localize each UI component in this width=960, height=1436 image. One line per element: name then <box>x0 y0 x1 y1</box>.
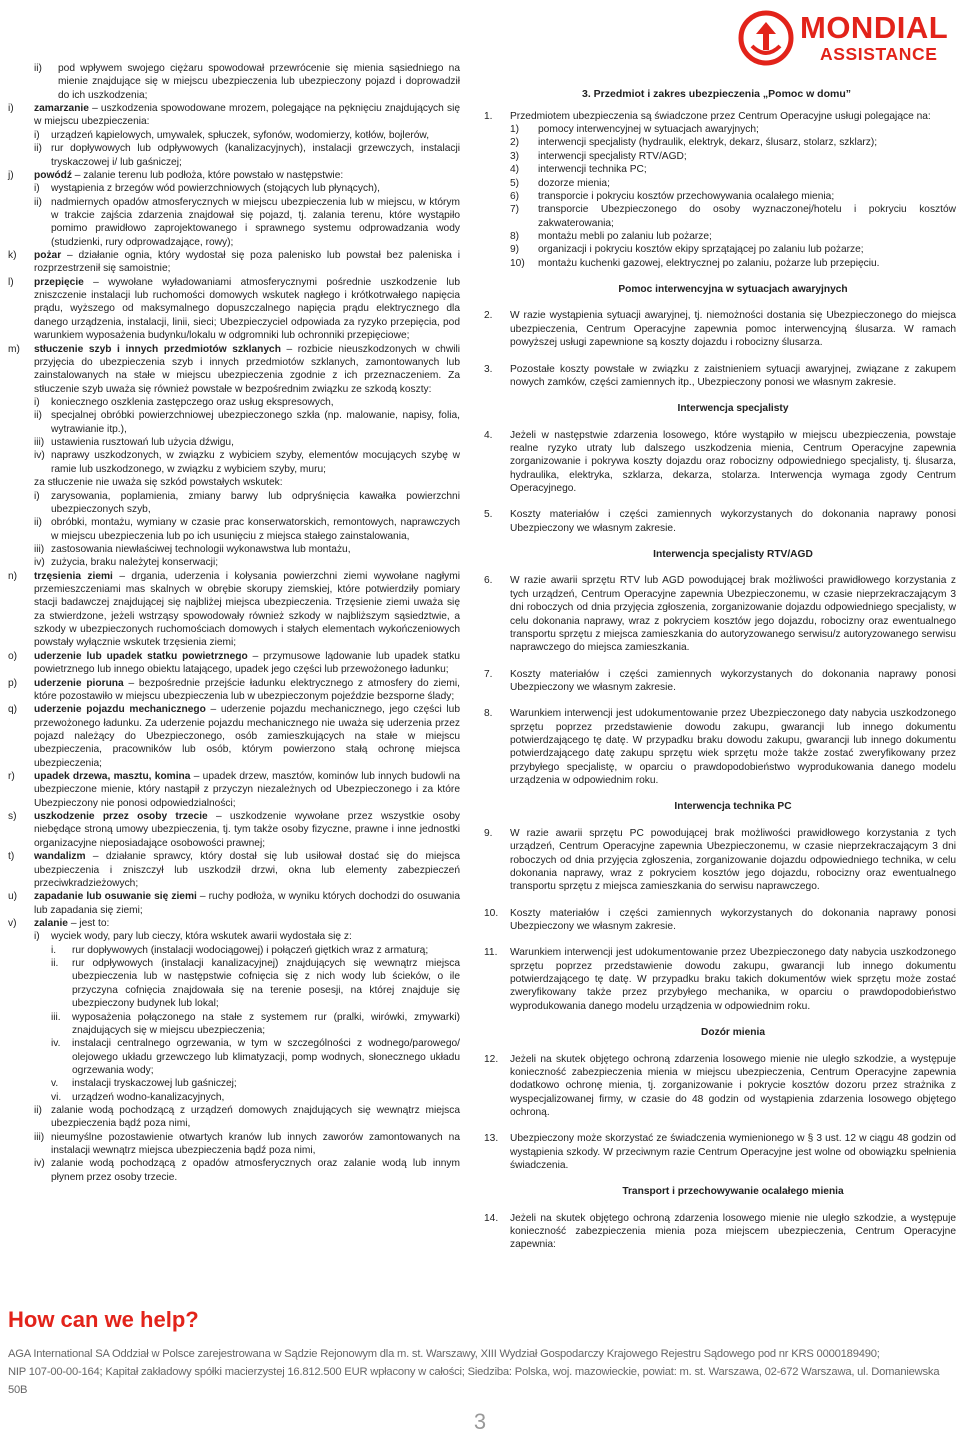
item-text: montażu mebli po zalaniu lub pożarze; <box>538 230 712 242</box>
item-text: Jeżeli na skutek objętego ochroną zdarzenia losowego mienie nie uległo szkodzie, a występuje konieczność zabezpieczenia mienia w miejscu ubezpieczenia, Centrum Operacyjne zapewnia dodatkowo ochronę mienia, tj. zorganizowanie i pokrycie kosztów dozoru przez strażnika z wyspecjalizowanej firmy, w czasie do 48 godzin od wystąpienia zdarzenia losowego objętego ochroną. <box>510 1053 956 1118</box>
definition-term: uderzenie pioruna <box>34 677 124 689</box>
item-label: 8. <box>484 708 493 720</box>
definition-term: wandalizm <box>34 851 86 863</box>
item-text: Koszty materiałów i części zamiennych wykorzystanych do dokonania naprawy ponosi Ubezpieczony we własnym zakresie. <box>510 668 956 693</box>
item-label: p) <box>8 677 18 689</box>
item-label: ii) <box>34 410 42 422</box>
definition-item <box>8 650 460 677</box>
sub-intro: za stłuczenie nie uważa się szkód powstałych wskutek: <box>34 477 283 489</box>
definition-item <box>8 102 460 129</box>
item-label: iv) <box>34 1158 45 1170</box>
subsection-heading: Interwencja specjalisty RTV/AGD <box>653 549 813 561</box>
paragraph <box>484 946 956 1013</box>
item-text: transporcie Ubezpieczonego do osoby wyznaczonej/hotelu i pokryciu kosztów zakwaterowania; <box>538 204 956 229</box>
paragraph <box>484 907 956 934</box>
item-label: i) <box>34 183 40 195</box>
sub-item <box>8 409 460 436</box>
item-text: montażu kuchenki gazowej, elektrycznej po zalaniu, pożarze lub przepięciu. <box>538 257 880 269</box>
scope-item <box>484 230 956 243</box>
item-label: ii) <box>34 1105 42 1117</box>
item-text: Jeżeli na skutek objętego ochroną zdarzenia losowego mienie nie uległo szkodzie, a występuje konieczność zabezpieczenia mienia poza miejscem ubezpieczenia, Centrum Operacyjne zapewnia: <box>510 1212 956 1251</box>
item-label: iv) <box>34 557 45 569</box>
item-text: wystąpienia z brzegów wód powierzchniowych (stojących lub płynących), <box>51 183 380 195</box>
definition-item <box>8 276 460 343</box>
item-label: 11. <box>484 947 498 959</box>
item-text: Ubezpieczony może skorzystać ze świadczenia wymienionego w § 3 ust. 12 w ciągu 48 godzin od wystąpienia szkody. W przeciwnym razie Centrum Operacyjne jest wolne od obowiązku spełnienia świadczenia. <box>510 1133 956 1172</box>
item-label: v. <box>51 1078 59 1090</box>
item-text: uderzenie pojazdu mechanicznego – uderzenie pojazdu mechanicznego, jego części lub przewożonego ładunku. Za uderzenie pojazdu mechanicznego nie uważa się uderzenia przez pojazd należący do Ubezpieczonego, osób zamieszkujących na stałe w miejscu ubezpieczenia, pracowników lub osób, którym powierzono stałą ochronę miejsca ubezpieczenia; <box>34 704 461 769</box>
item-label: 5. <box>484 509 493 521</box>
item-label: 9) <box>510 244 520 256</box>
section-title: 3. Przedmiot i zakres ubezpieczenia „Pomoc w domu” <box>582 88 851 100</box>
sub-item <box>8 1131 460 1158</box>
item-text: instalacji centralnego ogrzewania, w tym w szczególności z wodnego/parowego/ olejowego układu grzewczego lub klimatyzacji, pomp wodnych, słonecznego układu ogrzewania wody; <box>72 1038 460 1076</box>
definition-term: upadek drzewa, masztu, komina <box>34 771 191 783</box>
item-label: t) <box>8 851 15 863</box>
item-label: o) <box>8 650 18 662</box>
help-heading: How can we help? <box>8 1307 199 1332</box>
definition-item <box>8 570 460 650</box>
item-label: 4) <box>510 164 520 176</box>
paragraph <box>484 508 956 535</box>
item-label: iii) <box>34 1131 45 1143</box>
item-label: ii) <box>34 143 42 155</box>
definition-term: zapadanie lub osuwanie się ziemi <box>34 891 197 903</box>
item-text: interwencji specjalisty RTV/AGD; <box>538 150 687 162</box>
definition-item <box>8 703 460 770</box>
list-item <box>8 62 460 102</box>
sub-item <box>8 1104 460 1131</box>
item-text: transporcie i pokryciu kosztów przechowywania ocalałego mienia; <box>538 190 835 202</box>
item-text: urządzeń wodno-kanalizacyjnych, <box>72 1091 225 1103</box>
item-label: s) <box>8 811 17 823</box>
item-text: zamarzanie – uszkodzenia spowodowane mrozem, polegające na pęknięciu znajdujących się w miejscu ubezpieczenia: <box>34 103 460 128</box>
mondial-assistance-logo <box>738 8 948 68</box>
sub-item <box>8 142 460 169</box>
item-text: W razie awarii sprzętu RTV lub AGD powodującej brak możliwości prawidłowego korzystania z tych urządzeń, Centrum Operacyjne zapewnia Ubezpieczonemu, w czasie nieprzekraczającym 3 dni roboczych od dnia przyjęcia zgłoszenia, zorganizowanie dojazdu odpowiedniego specjalisty, w celu dokonania naprawy, wraz z pokryciem kosztów jego dojazdu, robocizny oraz ewentualnego transportu sprzętu z miejsca zamieszkania do autoryzowanego serwisu/z autoryzowanego serwisu naprawczego do miejsca zamieszkania. <box>510 575 956 654</box>
legal-info <box>8 1345 953 1399</box>
item-text: wandalizm – działanie sprawcy, który dostał się lub usiłował dostać się do miejsca ubezpieczenia i zniszczył lub uszkodził drzwi, okna lub elementy zabezpieczeń przeciwkradzieżowych; <box>34 851 460 889</box>
sub-sub-item <box>8 1037 460 1077</box>
definition-term: trzęsienia ziemi <box>34 570 113 582</box>
item-text: zalanie wodą pochodzącą z opadów atmosferycznych oraz zalanie wodą lub innym płynem przez osoby trzecie. <box>51 1158 460 1183</box>
paragraph <box>484 707 956 787</box>
paragraph <box>484 668 956 695</box>
item-text: uderzenie pioruna – bezpośrednie przejście ładunku elektrycznego z atmosfery do ziemi, które pozostawiło w miejscu ubezpieczenia lub w ubezpieczonym pojeździe bezsporne ślady; <box>34 677 460 702</box>
item-label: ii) <box>34 196 42 208</box>
definition-term: zalanie <box>34 918 68 929</box>
paragraph <box>484 429 956 496</box>
subsection-heading: Pomoc interwencyjna w sytuacjach awaryjnych <box>618 284 848 296</box>
item-text: urządzeń kąpielowych, umywalek, spłuczek, syfonów, wodomierzy, kotłów, bojlerów, <box>51 129 430 141</box>
item-text: pomocy interwencyjnej w sytuacjach awaryjnych; <box>538 124 759 136</box>
item-text: specjalnej obróbki powierzchniowej ubezpieczonego szkła (np. malowanie, napisy, folia, wytrawianie itp.), <box>51 410 460 435</box>
item-label: n) <box>8 570 18 582</box>
item-label: i. <box>51 944 57 956</box>
scope-item <box>484 177 956 190</box>
item-text: dozorze mienia; <box>538 177 610 189</box>
sub-item <box>8 196 460 249</box>
sub-sub-item <box>8 944 460 957</box>
paragraph <box>484 363 956 390</box>
item-text: przepięcie – wywołane wyładowaniami atmosferycznymi pośrednie uszkodzenie lub zniszczenie instalacji lub ruchomości domowych wskutek nagłego i krótkotrwałego napięcia prądu, wyższego od maksymalnego dopuszczalnego napięcia prądu elektrycznego dla danego urządzenia, instalacji, linii, sieci; Ubezpieczyciel odpowiada za ryzyko przepięcia, pod warunkiem wyposażenia budynku/lokalu w odgromniki lub ochronniki przepięciowe; <box>34 276 460 342</box>
item-text: Jeżeli w następstwie zdarzenia losowego, które wystąpiło w miejscu ubezpieczenia, powstaje realne ryzyko utraty lub dalszego uszkodzenia mienia, Centrum Operacyjne zapewnia zorganizowanie i pokrywa koszty dojazdu oraz robocizny odpowiedniego specjalisty, tj. ślusarza, hydraulika, elektryka, szklarza, dekarza, stolarza. Interwencja wymaga zgody Centrum Operacyjnego. <box>510 429 956 495</box>
item-label: 3) <box>510 150 520 162</box>
scope-item <box>484 257 956 270</box>
item-text: rur dopływowych (instalacji wodociągowej) i połączeń giętkich wraz z armaturą; <box>72 944 429 956</box>
item-text: organizacji i pokryciu kosztów ekipy sprzątającej po zalaniu lub pożarze; <box>538 244 864 256</box>
item-text: wyposażenia połączonego na stałe z systemem rur (pralki, wirówki, zmywarki) znajdujących się w miejscu ubezpieczenia; <box>72 1011 460 1036</box>
definition-item <box>8 770 460 810</box>
paragraph <box>484 110 956 123</box>
definition-term: przepięcie <box>34 276 84 288</box>
item-text: obróbki, montażu, wymiany w czasie prac konserwatorskich, remontowych, naprawczych w miejscu ubezpieczenia lub po ich usunięciu z miejsca stałego zainstalowania, <box>51 517 460 542</box>
definition-item <box>8 343 460 396</box>
item-text: Pozostałe koszty powstałe w związku z zaistnieniem sytuacji awaryjnej, związane z zakupem nowych zamków, części zamiennych itp., Ubezpieczony ponosi we własnym zakresie. <box>510 363 956 388</box>
item-label: iii) <box>34 543 45 555</box>
item-label: 8) <box>510 230 520 242</box>
item-label: 13. <box>484 1133 499 1145</box>
item-text: uszkodzenie przez osoby trzecie – uszkodzenie wywołane przez wszystkie osoby niebędące stroną umowy ubezpieczenia, tj. tym także osoby fizyczne, prawne i inne jednostki organizacyjne nieposiadające osobowości prawnej; <box>34 811 460 849</box>
paragraph <box>484 827 956 894</box>
item-text: trzęsienia ziemi – drgania, uderzenia i kołysania powierzchni ziemi wywołane nagłymi przemieszczeniami mas skalnych w obrębie skorupy ziemskiej, które potwierdziły pomiary stacji badawczej znajdującej się najbliżej miejsca ubezpieczenia. Trzęsienie ziemi uważa się za stwierdzone, jeżeli wstrząsy spowodowały również szkody w najbliższym sąsiedztwie, a szkody w ubezpieczonych ruchomościach domowych i stałych elementach wykończeniowych powstały wyłącznie wskutek trzęsienia ziemi; <box>34 570 461 649</box>
item-label: iii) <box>34 437 45 449</box>
item-label: ii) <box>34 517 42 529</box>
item-label: iii. <box>51 1011 61 1023</box>
subsection-heading: Dozór mienia <box>701 1027 765 1039</box>
item-text: stłuczenie szyb i innych przedmiotów szklanych – rozbicie nieuszkodzonych w chwili przyjęcia do ubezpieczenia szyb i innych przedmiotów szklanych, zamontowanych lub zainstalowanych na stałe w miejscu ubezpieczenia zgodnie z ich przeznaczeniem. Za stłuczenie szyb uważa się również powstałe w bezpośrednim związku ze szkodą koszty: <box>34 343 460 395</box>
sub-item <box>8 396 460 409</box>
sub-item <box>8 516 460 543</box>
definition-item <box>8 810 460 850</box>
item-label: 2. <box>484 310 493 322</box>
subsection-heading: Interwencja specjalisty <box>677 403 789 415</box>
sub-item <box>8 449 460 476</box>
definition-item <box>8 850 460 890</box>
item-text: nieumyślne pozostawienie otwartych kranów lub innych zaworów zamontowanych na instalacji wewnątrz miejsca ubezpieczenia bądź poza nimi, <box>51 1131 460 1157</box>
item-label: i) <box>34 396 40 408</box>
item-label: 2) <box>510 137 520 149</box>
definition-item <box>8 890 460 917</box>
item-label: iv. <box>51 1038 61 1050</box>
item-label: 6) <box>510 190 520 202</box>
item-text: zapadanie lub osuwanie się ziemi – ruchy podłoża, w wyniku których dochodzi do osuwania lub zapadania się ziemi; <box>34 891 460 916</box>
item-text: zalanie – jest to: <box>34 918 110 929</box>
item-text: Koszty materiałów i części zamiennych wykorzystanych do dokonania naprawy ponosi Ubezpieczony we własnym zakresie. <box>510 907 956 932</box>
item-label: i) <box>34 931 40 943</box>
item-text: instalacji tryskaczowej lub gaśniczej; <box>72 1078 237 1090</box>
item-label: i) <box>8 103 14 115</box>
sub-item <box>8 1157 460 1184</box>
item-label: q) <box>8 704 18 716</box>
definition-term: uderzenie pojazdu mechanicznego <box>34 704 206 716</box>
item-text: upadek drzewa, masztu, komina – upadek drzew, masztów, kominów lub innych budowli na ubezpieczone mienie, który nastąpił z przyczyn niezależnych od Ubezpieczonego i za które Ubezpieczony nie ponosi odpowiedzialności; <box>34 771 460 809</box>
paragraph <box>484 1132 956 1172</box>
definition-term: zamarzanie <box>34 103 89 115</box>
item-text: Warunkiem interwencji jest udokumentowanie przez Ubezpieczonego daty nabycia uszkodzonego sprzętu poprzez przedstawienie dowodu zakupu, gwarancji lub innego dokumentu potwierdzającego tę datę. W przypadku braku takich dokumentów wiek sprzętu może zostać zweryfikowany także przez przybyłego mechanika, w oparciu o prawdopodobieństwo wyprodukowania danego modelu urządzenia w odpowiednim roku. <box>510 947 956 1012</box>
page-number: 3 <box>473 1409 487 1434</box>
item-text: interwencji specjalisty (hydraulik, elektryk, dekarz, ślusarz, stolarz, szklarz); <box>538 137 878 149</box>
item-label: ii) <box>34 63 42 74</box>
item-label: 1) <box>510 124 520 136</box>
definition-item <box>8 169 460 182</box>
scope-item <box>484 163 956 176</box>
item-label: 7) <box>510 204 520 216</box>
left-column <box>8 62 460 1184</box>
legal-line-1: AGA International SA Oddział w Polsce zarejestrowana w Sądzie Rejonowym dla m. st. Warszawy, XIII Wydział Gospodarczy Krajowego Rejestru Sądowego pod nr KRS 0000189490; <box>8 1348 880 1360</box>
item-text: koniecznego oszklenia zastępczego oraz usług ekspresowych, <box>51 396 334 408</box>
item-label: u) <box>8 891 18 903</box>
scope-item <box>484 123 956 136</box>
paragraph <box>484 309 956 349</box>
scope-item <box>484 203 956 230</box>
definition-item <box>8 917 460 930</box>
item-text: nadmiernych opadów atmosferycznych w miejscu ubezpieczenia lub w miejscu, w którym w trakcie zajścia zdarzenia znajdował się pojazd, tj. zalania terenu, które wystąpiło pomimo prawidłowo zaprojektowanego i sprawnego systemu odprowadzania wody (studzienki, rury odprowadzające, rowy); <box>51 196 460 248</box>
logo-brand-text: MONDIAL <box>800 10 949 45</box>
item-text: pożar – działanie ognia, który wydostał się poza palenisko lub powstał bez paleniska i rozprzestrzenił się samoistnie; <box>34 250 460 275</box>
scope-item <box>484 150 956 163</box>
item-label: 12. <box>484 1053 499 1065</box>
sub-sub-item <box>8 957 460 1010</box>
item-label: 10) <box>510 257 525 269</box>
definition-item <box>8 249 460 276</box>
item-label: ii. <box>51 958 59 970</box>
item-label: 7. <box>484 668 493 680</box>
item-text: uderzenie lub upadek statku powietrznego – przymusowe lądowanie lub upadek statku powietrznego lub innego obiektu latającego, upadek jego części lub przewożonego ładunku; <box>34 650 461 676</box>
item-text: naprawy uszkodzonych, w związku z wybiciem szyby, elementów mocujących szybę w ramie lub uszkodzonego, w związku z wybiciem szyby, muru; <box>51 450 460 475</box>
definition-item <box>8 677 460 704</box>
definition-term: pożar <box>34 250 62 262</box>
definition-term: stłuczenie szyb i innych przedmiotów szklanych <box>34 343 281 355</box>
item-label: v) <box>8 918 17 929</box>
paragraph <box>484 1053 956 1120</box>
paragraph <box>484 1212 956 1252</box>
item-label: 1. <box>484 110 493 122</box>
item-label: 4. <box>484 429 493 441</box>
item-label: m) <box>8 343 20 355</box>
sub-item <box>8 129 460 142</box>
item-label: k) <box>8 250 17 262</box>
item-label: iv) <box>34 450 45 462</box>
item-label: i) <box>34 129 40 141</box>
item-text: wyciek wody, pary lub cieczy, która wskutek awarii wydostała się z: <box>51 931 352 943</box>
definition-term: powódź <box>34 169 72 181</box>
item-label: 9. <box>484 827 493 839</box>
logo-sub-text: ASSISTANCE <box>820 44 938 64</box>
item-label: 14. <box>484 1212 499 1224</box>
item-text: interwencji technika PC; <box>538 164 647 176</box>
item-text: Warunkiem interwencji jest udokumentowanie przez Ubezpieczonego daty nabycia uszkodzonego sprzętu poprzez przedstawienie dowodu zakupu, gwarancji lub innego dokumentu potwierdzającego tę datę. W przypadku braku dowodu zakupu, gwarancji lub innego dokumentu potwierdzającego datę zakupu sprzętu wiek sprzętu może także zostać zweryfikowany przez przybyłego specjalistę, w oparciu o prawdopodobieństwo wyprodukowania danego modelu urządzenia w odpowiednim roku. <box>510 708 956 787</box>
item-text: zarysowania, poplamienia, zmiany barwy lub odpryśnięcia kawałka powierzchni ubezpieczonych szyb, <box>51 490 460 515</box>
item-label: j) <box>8 169 14 181</box>
item-label: r) <box>8 771 15 783</box>
scope-item <box>484 190 956 203</box>
item-text: zużycia, braku należytej konserwacji; <box>51 557 219 569</box>
sub-sub-item <box>8 1091 460 1104</box>
item-label: 3. <box>484 363 493 375</box>
item-text: powódź – zalanie terenu lub podłoża, które powstało w następstwie: <box>34 169 344 181</box>
item-text: W razie wystąpienia sytuacji awaryjnej, tj. niemożności dostania się Ubezpieczonego do miejsca ubezpieczenia, Centrum Operacyjne zapewnia pomoc interwencyjną ślusarza. W ramach powyższej usługi zapewnione są koszty dojazdu i robocizny ślusarza. <box>510 310 956 349</box>
subsection-heading: Transport i przechowywanie ocalałego mienia <box>622 1186 844 1198</box>
sub-item <box>8 182 460 195</box>
sub-item <box>8 490 460 517</box>
item-label: l) <box>8 276 14 288</box>
sub-sub-item <box>8 1011 460 1038</box>
item-text: Przedmiotem ubezpieczenia są świadczone przez Centrum Operacyjne usługi polegające na: <box>510 110 931 122</box>
sub-item <box>8 436 460 449</box>
item-label: 5) <box>510 177 520 189</box>
sub-item <box>8 543 460 556</box>
sub-sub-item <box>8 1077 460 1090</box>
item-text: zastosowania niewłaściwej technologii wykonawstwa lub montażu, <box>51 543 351 555</box>
item-text: ustawienia rusztowań lub użycia dźwigu, <box>51 437 234 449</box>
legal-line-2: NIP 107-00-00-164; Kapitał zakładowy spółki macierzystej 16.812.500 EUR wpłacony w całości; Siedziba: Polska, woj. mazowieckie, powiat: m. st. Warszawa, 02-672 Warszawa, ul. Domaniewska 50B <box>8 1366 940 1397</box>
scope-item <box>484 243 956 256</box>
definition-term: uszkodzenie przez osoby trzecie <box>34 811 208 823</box>
item-label: 10. <box>484 907 499 919</box>
item-text: rur dopływowych lub odpływowych (kanalizacyjnych), instalacji grzewczych, instalacji tryskaczowej i/ lub gaśniczej; <box>51 143 460 168</box>
sub-item <box>8 556 460 569</box>
item-text: zalanie wodą pochodzącą z urządzeń domowych znajdujących się wewnątrz miejsca ubezpieczenia bądź poza nimi, <box>51 1105 460 1130</box>
right-column <box>484 88 956 1252</box>
item-label: i) <box>34 490 40 502</box>
item-text: W razie awarii sprzętu PC powodującej brak możliwości prawidłowego korzystania z tych urządzeń, Centrum Operacyjne zapewnia Ubezpieczonemu, w czasie nieprzekraczającym 3 dni roboczych od dnia przyjęcia zgłoszenia, zorganizowanie dojazdu odpowiedniego technika, w celu dokonania naprawy, wraz z pokryciem kosztów jego dojazdu, robocizny oraz ewentualnego transportu sprzętu z miejsca zamieszkania do serwisu naprawczego. <box>510 827 956 893</box>
subsection-heading: Interwencja technika PC <box>674 801 792 813</box>
item-label: 6. <box>484 575 493 587</box>
item-text: rur odpływowych (instalacji kanalizacyjnej) znajdujących się wewnątrz miejsca ubezpieczenia lub w następstwie cofnięcia się z nich wody lub ścieków, o ile przyczyna cofnięcia znajdowała się na terenie posesji, na której znajduje się ubezpieczony budynek lub lokal; <box>72 958 460 1010</box>
item-label: vi. <box>51 1091 62 1103</box>
scope-item <box>484 136 956 149</box>
sub-item <box>8 930 460 943</box>
brand-logo-icon <box>738 10 794 66</box>
definition-term: uderzenie lub upadek statku powietrznego <box>34 650 248 662</box>
paragraph <box>484 574 956 654</box>
item-text: pod wpływem swojego ciężaru spowodował przewrócenie się mienia sąsiedniego na mienie znajdujące się w miejscu ubezpieczenia lub ubezpieczony pojazd i doprowadził do ich uszkodzenia; <box>58 63 460 101</box>
item-text: Koszty materiałów i części zamiennych wykorzystanych do dokonania naprawy ponosi Ubezpieczony we własnym zakresie. <box>510 509 956 534</box>
